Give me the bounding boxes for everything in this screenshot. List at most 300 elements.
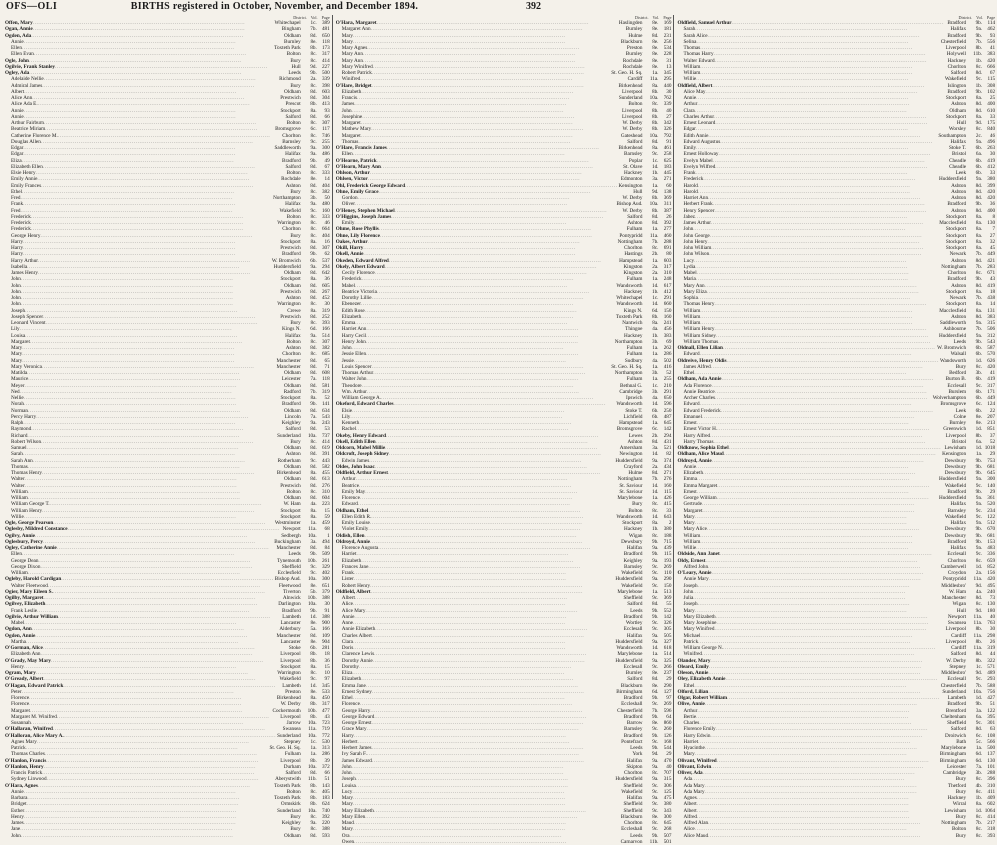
entry-volume: 9b. [975, 201, 983, 208]
entry-list [336, 20, 672, 845]
entry-name: Mary [341, 795, 353, 801]
entry-name: Mary [683, 520, 695, 526]
entry-page: 374 [663, 457, 672, 464]
entry-name: Harold [683, 182, 698, 189]
entry-district: Stockport [280, 663, 301, 670]
entry-name: Edward [683, 401, 700, 408]
entry-page: 481 [321, 26, 330, 33]
entry-page: 740 [321, 807, 330, 814]
entry-name: Annie [683, 95, 697, 101]
entry-volume: 8d. [310, 282, 317, 289]
entry-district: Hull [956, 120, 967, 126]
entry-volume: 8c. [310, 670, 317, 676]
entry-page: 388 [321, 826, 330, 833]
entry-page: 124 [987, 401, 996, 408]
entry-name: Bertie [683, 713, 697, 720]
entry-page: 307 [321, 120, 330, 126]
entry-page: 477 [321, 707, 330, 714]
entry-name: Oglesbury, Percy [5, 538, 43, 545]
entry-volume: 9d. [310, 63, 317, 70]
entry-district: Halifax [626, 757, 643, 764]
entry-district: Fleetwood [278, 582, 301, 589]
entry-volume: 8e. [652, 682, 659, 689]
entry-volume: 9a. [652, 545, 659, 551]
entry-volume: 9d. [975, 582, 983, 589]
entry-name: Ned [11, 388, 20, 395]
entry-page: 383 [987, 313, 996, 320]
entry-name: Oldham, Alice Maud [677, 451, 724, 458]
entry-volume: 6d. [651, 307, 659, 314]
entry-district: Poplar [628, 157, 643, 164]
entry-page: 39 [324, 757, 330, 764]
entry-district: Wakefield [621, 582, 643, 589]
entry-volume: 1a. [310, 745, 317, 751]
entry-volume: 6c. [310, 126, 317, 133]
entry-name: William [683, 320, 701, 326]
entry-page: 426 [663, 495, 672, 501]
entry-volume: 8c. [310, 220, 317, 226]
entry-page: 506 [987, 326, 996, 333]
entry-volume: 9a. [975, 138, 983, 145]
entry-district: Ashton [285, 345, 301, 351]
entry-name: Ogden, Ada [5, 32, 32, 39]
entry-volume: 8c. [975, 126, 983, 133]
entry-name: Norah [11, 401, 24, 408]
entry-page: 400 [987, 101, 996, 108]
entry-district: Middlesbro' [941, 582, 967, 589]
entry-page: 372 [321, 763, 330, 770]
entry-page: 402 [321, 570, 330, 576]
entry-district: Alnwick [282, 595, 301, 601]
entry-name: Frank [11, 201, 24, 208]
entry-district: Bromsgrove [275, 126, 301, 133]
entry-name: William Thomas [683, 338, 719, 345]
entry-district: Camberwell [940, 563, 967, 570]
entry-page: 166 [321, 326, 330, 333]
entry-district: Chorlton [624, 820, 643, 826]
entry-volume: 9a. [975, 320, 983, 326]
entry-name: Catherine Florence M. [11, 132, 58, 139]
entry-name: Maria [683, 276, 696, 283]
entry-name: Annie [11, 107, 24, 114]
entry-page: 25 [989, 95, 996, 101]
entry-name: Arthur [341, 476, 356, 483]
entry-page: 671 [987, 270, 996, 276]
entry-volume: 9c. [652, 151, 659, 158]
entry-page: 26 [666, 213, 672, 220]
entry-volume: 8d. [310, 832, 317, 839]
entry-district: Lambeth [282, 613, 301, 620]
entry-page: 137 [987, 751, 996, 758]
entry-volume: 9c. [652, 782, 659, 789]
entry-district: Huddersfield [938, 176, 967, 183]
entry-volume: 9c. [652, 701, 659, 708]
entry-name: Oley, Elizabeth Annie [677, 676, 726, 683]
entry-page: 29 [666, 676, 672, 683]
entry-volume: 9b. [975, 526, 983, 533]
entry-name: Adelaide Nellie [11, 76, 44, 83]
entry-page: 404 [321, 232, 330, 239]
entry-volume: 5b. [310, 588, 317, 595]
entry-volume: 9c. [652, 563, 659, 570]
entry-district: St. Geo. H. Sq. [611, 70, 643, 76]
entry-name: Olivant, Edwin [677, 763, 712, 770]
entry-district: W. Derby [946, 657, 967, 664]
entry-district: Ashton [627, 220, 643, 226]
entry-district: Burton B. [945, 376, 967, 383]
entry-name: Florence [341, 495, 360, 501]
entry-name: Ogilvie, Arthur William [5, 613, 58, 620]
entry-district: Leek [955, 170, 967, 176]
entry-volume: 8a. [975, 113, 983, 120]
entry-volume: 1d. [651, 451, 659, 458]
entry-district: Salford [627, 138, 643, 145]
entry-volume: 7a. [310, 376, 317, 383]
entry-name: Ogram, Mary [5, 670, 36, 676]
entry-page: 455 [321, 470, 330, 476]
entry-district: Oldham [284, 445, 301, 451]
entry-page: 456 [663, 326, 672, 333]
entry-volume: 9c. [652, 788, 659, 795]
entry-district: Stockport [280, 395, 301, 401]
entry-page: 723 [321, 720, 330, 726]
entry-name: Harry Cecil [341, 332, 367, 339]
entry-volume: 3b. [651, 338, 659, 345]
entry-name: Sarah Ann [11, 457, 33, 464]
entry-district: Bolton [951, 826, 967, 833]
entry-page: 294 [321, 263, 330, 270]
entry-page: 414 [321, 438, 330, 445]
entry-district: Salford [285, 163, 301, 170]
entry-name: Mary Ann [341, 57, 363, 64]
entry-volume: 9a. [652, 776, 659, 783]
entry-name: Ralph [11, 420, 24, 426]
entry-district: Oldham [284, 270, 301, 276]
entry-page: 40 [989, 613, 996, 620]
entry-name: John [11, 282, 21, 289]
entry-district: Lincoln [284, 413, 301, 420]
entry-district: Stockport [945, 95, 967, 101]
entry-volume: 8e. [652, 26, 659, 33]
entry-volume: 10a. [307, 720, 317, 726]
entry-page: 260 [663, 726, 672, 733]
entry-page: 495 [987, 582, 996, 589]
entry-district: Liverpool [622, 107, 643, 114]
entry-page: 67 [989, 70, 996, 76]
entry-district: Bradford [282, 251, 301, 258]
entry-volume: 2b. [651, 432, 659, 439]
entry-volume: 1d. [651, 401, 659, 408]
entry-name: O'Hallaran, Winifred [5, 726, 53, 733]
entry-district: Hackney [624, 526, 643, 533]
entry-volume: 8e. [652, 63, 659, 70]
entry-page: 389 [321, 20, 330, 26]
entry-volume: 9c. [310, 570, 317, 576]
entry-name: Samuel [11, 445, 27, 451]
entry-name: Ellen [11, 45, 22, 51]
entry-name: Raymond [11, 426, 32, 433]
entry-page: 291 [663, 295, 672, 301]
entry-page: 140 [987, 482, 996, 489]
entry-page: 552 [663, 607, 672, 614]
entry-volume: 9c. [975, 76, 983, 83]
entry-district: Swansea [947, 620, 967, 626]
entry-name: Richard [11, 432, 28, 439]
entry-name: Oliver [341, 201, 355, 208]
entry-district: Salford [950, 726, 967, 733]
entry-district: Stockport [945, 232, 967, 239]
entry-district: St. Geo. H. Sq. [611, 363, 643, 370]
entry-page: 443 [321, 457, 330, 464]
entry-list [677, 20, 995, 839]
entry-volume: 9c. [652, 626, 659, 633]
entry-district: Chorlton [624, 770, 643, 776]
entry-leader [21, 833, 283, 839]
entry-district: Lambeth [947, 695, 967, 701]
entry-volume: 8e. [652, 51, 659, 58]
entry-name: Mary Agnes [341, 45, 368, 51]
entry-district: Oldham [284, 463, 301, 470]
entry-page: 142 [663, 426, 672, 433]
entry-volume: 8e. [975, 413, 983, 420]
entry-page: 115 [663, 551, 672, 558]
entry-name: John [11, 295, 21, 301]
entry-name: Ohne, Lily Florence [335, 232, 380, 239]
entry-name: Mary [341, 826, 353, 833]
entry-name: Frances Jane [341, 563, 369, 570]
entry-volume: 9b. [975, 457, 983, 464]
entry-district: Bromsgrove [616, 426, 643, 433]
entry-page: 80 [666, 251, 672, 258]
entry-volume: 9c. [652, 826, 659, 833]
entry-district: Manchester [276, 357, 301, 364]
entry-name: Archer Charles [683, 395, 716, 401]
entry-page: 153 [987, 538, 996, 545]
entry-district: Chorlton [282, 132, 301, 139]
entry-name: Peter [11, 688, 22, 695]
entry-name: Alice May [683, 88, 706, 95]
entry-volume: 8d. [310, 363, 317, 370]
entry-district: Birmingham [939, 757, 967, 764]
entry-district: Blackburn [620, 813, 643, 820]
entry-page: 269 [663, 701, 672, 708]
entry-name: Margaret [11, 338, 30, 345]
entry-volume: 8c. [310, 788, 317, 795]
vol-heading: Vol. [310, 15, 318, 20]
entry-volume: 9a. [652, 757, 659, 764]
entry-district: Huddersfield [615, 457, 643, 464]
entry-volume: 8a. [975, 213, 983, 220]
entry-district: Wakefield [621, 788, 643, 795]
entry-page: 570 [987, 351, 996, 358]
entry-volume: 8e. [652, 45, 659, 51]
entry-district: Swansea [282, 726, 301, 733]
entry-district: Halifax [950, 26, 967, 33]
entry-page: 40 [666, 763, 672, 770]
entry-page: 36 [324, 657, 330, 664]
entry-district: Holywell [946, 51, 967, 58]
entry-district: Salford [950, 651, 967, 658]
entry-district: Wolverhampton [932, 395, 967, 401]
entry-district: Oldham [284, 407, 301, 414]
entry-volume: 9a. [310, 420, 317, 426]
entry-name: Ogle, John [5, 57, 29, 64]
district-heading: District. [958, 15, 973, 20]
entry-district: Hackney [624, 288, 643, 295]
entry-volume: 6b. [651, 407, 659, 414]
entry-page: 15 [324, 663, 330, 670]
entry-page: 715 [663, 538, 672, 545]
entry-page: 763 [987, 620, 996, 626]
entry-volume: 9c. [652, 570, 659, 576]
entry-volume: 3b. [975, 370, 983, 376]
index-entry [677, 833, 995, 839]
entry-name: Emily Louise [341, 520, 370, 526]
entry-district: Sheffield [623, 782, 643, 789]
entry-name: Ogle, George Pearson [5, 520, 54, 526]
entry-district: Lancaster [280, 620, 301, 626]
entry-volume: 8d. [651, 601, 659, 608]
entry-volume: 9c. [310, 563, 317, 570]
entry-district: Sunderland [277, 432, 301, 439]
entry-name: Robert Wilson [11, 438, 42, 445]
entry-name: Theodore [341, 382, 362, 389]
entry-page: 494 [321, 538, 330, 545]
entry-volume: 8b. [651, 88, 659, 95]
entry-name: Alfred John [683, 563, 709, 570]
entry-volume: 3a. [652, 176, 659, 183]
entry-name: Ada [683, 776, 693, 783]
entry-name: Harry Thomas [683, 438, 714, 445]
entry-volume: 11a. [308, 526, 317, 533]
entry-district: Chorlton [947, 270, 967, 276]
entry-page: 625 [663, 157, 672, 164]
entry-page: 51 [324, 776, 330, 783]
entry-volume: 9a. [652, 557, 659, 564]
entry-name: Lucy [341, 788, 353, 795]
entry-district: Newport [282, 526, 301, 533]
entry-district: Ecclesall [947, 676, 967, 683]
entry-district: Ecclesall [947, 551, 967, 558]
entry-page: 93 [324, 107, 330, 114]
entry-page: 624 [321, 801, 330, 808]
entry-page: 91 [324, 607, 330, 614]
entry-name: Evelyn Mabel [683, 157, 713, 164]
entry-volume: 9b. [975, 276, 983, 283]
entry-volume: 9b. [975, 88, 983, 95]
entry-name: Ernest Victor H. [683, 426, 718, 433]
entry-district: Manchester [276, 632, 301, 639]
entry-page: 427 [987, 695, 996, 701]
entry-name: Alice Ann [11, 95, 33, 101]
entry-name: Margaret [341, 132, 361, 139]
entry-name: Ellen [341, 151, 353, 158]
entry-name: Mary Winifred [341, 63, 373, 70]
entry-name: Clara [683, 107, 695, 114]
entry-name: Mary [683, 513, 695, 520]
entry-district: Tynemouth [277, 557, 301, 564]
entry-district: Preston [626, 45, 643, 51]
entry-name: Ogilvy, Annie [5, 532, 35, 539]
entry-name: Margaret [341, 120, 361, 126]
entry-page: 228 [663, 51, 672, 58]
entry-page: 288 [987, 770, 996, 776]
entry-page: 596 [663, 401, 672, 408]
entry-name: Joseph [11, 307, 26, 314]
entry-volume: 9b. [651, 713, 659, 720]
entry-page: 685 [321, 351, 330, 358]
entry-district: Fulham [626, 376, 643, 383]
entry-page: 304 [321, 95, 330, 101]
entry-district: Prestwich [280, 288, 301, 295]
entry-page: 305 [663, 626, 672, 633]
entry-district: Wigan [628, 532, 643, 539]
entry-volume: 8b. [975, 45, 983, 51]
entry-volume: 4a. [652, 326, 659, 333]
entry-name: Mary Ann [341, 51, 363, 58]
entry-page: 460 [663, 232, 672, 239]
entry-district: Huddersfield [938, 476, 967, 483]
entry-district: Huddersfield [615, 576, 643, 583]
entry-district: Thingoe [625, 326, 643, 333]
entry-district: St. Saviour [619, 482, 643, 489]
entry-district: Bradford [947, 20, 967, 26]
entry-volume: 3b. [310, 195, 317, 201]
entry-volume: 9a. [310, 263, 317, 270]
entry-page: 300 [321, 576, 330, 583]
entry-volume: 8a. [310, 238, 317, 245]
entry-volume: 1d. [975, 445, 983, 451]
entry-page: 143 [321, 782, 330, 789]
entry-page: 1018 [984, 445, 996, 451]
entry-name: Beatrice Victoria [341, 288, 377, 295]
entry-name: Harry [11, 251, 24, 258]
entry-name: Charles [683, 720, 700, 726]
entry-page: 409 [987, 795, 996, 801]
entry-volume: 1d. [310, 613, 317, 620]
entry-name: Albert [341, 595, 355, 601]
entry-volume: 9c. [652, 801, 659, 808]
entry-name: O'Higgins, Joseph James [335, 213, 392, 220]
entry-district: Worsley [948, 126, 967, 133]
entry-volume: 1b. [651, 288, 659, 295]
entry-district: Nantwich [622, 320, 643, 326]
entry-volume: 1d. [975, 563, 983, 570]
entry-district: Liverpool [622, 113, 643, 120]
entry-name: Leonard Vincent [11, 320, 46, 326]
entry-name: O'Gorman, Alice [5, 645, 43, 651]
entry-page: 29 [989, 488, 996, 495]
entry-name: Clara [341, 638, 353, 645]
entry-name: William [683, 307, 701, 314]
entry-volume: 8c. [310, 188, 317, 195]
entry-volume: 7b. [975, 263, 983, 270]
entry-district: Warrington [277, 220, 301, 226]
entry-volume: 8c. [310, 813, 317, 820]
entry-district: Chorlton [947, 63, 967, 70]
entry-list [5, 20, 330, 839]
entry-name: Frederick [11, 226, 31, 233]
entry-name: O'Hearn, Mary Ann [335, 163, 381, 170]
entry-name: Okill, Harry [335, 245, 364, 251]
entry-volume: 6b. [975, 388, 983, 395]
entry-district: Hull [633, 188, 643, 195]
entry-volume: 8c. [310, 82, 317, 89]
entry-page: 243 [321, 420, 330, 426]
vol-heading: Vol. [976, 15, 983, 20]
entry-name: Clarence Lewis [341, 651, 375, 658]
entry-name: Oldroyd, Annie [677, 457, 712, 464]
